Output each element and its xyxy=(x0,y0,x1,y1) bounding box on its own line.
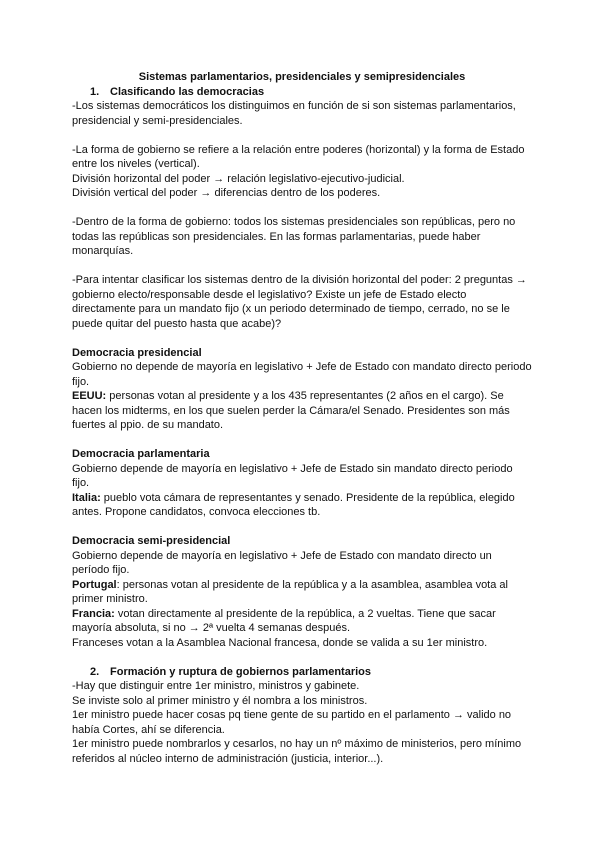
parliamentary-definition: Gobierno depende de mayoría en legislativo + Jefe de Estado sin mandato directo periodo fijo. xyxy=(72,462,513,489)
parliamentary-example-text: pueblo vota cámara de representantes y senado. Presidente de la república, elegido antes. Propone candidatos, convoca elecciones tb. xyxy=(72,491,515,518)
semipresidential-example-2-label: Francia: xyxy=(72,607,115,620)
section-2-line-4: 1er ministro puede nombrarlos y cesarlos, no hay un nº máximo de ministerios, pero mínimo referidos al núcleo interno de administración (justicia, interior...). xyxy=(72,738,522,765)
presidential-definition: Gobierno no depende de mayoría en legislativo + Jefe de Estado con mandato directo periodo fijo. xyxy=(72,361,532,388)
section-2-line-1: -Hay que distinguir entre 1er ministro, ministros y gabinete. xyxy=(72,680,360,692)
section-2-heading xyxy=(72,665,532,680)
parliamentary-heading: Democracia parlamentaria xyxy=(72,448,210,460)
semipresidential-definition: Gobierno depende de mayoría en legislativo + Jefe de Estado con mandato directo un período fijo. xyxy=(72,549,492,576)
semipresidential-example-1-text: : personas votan al presidente de la república y a la asamblea, asamblea vota al primer ministro. xyxy=(72,578,508,605)
presidential-example xyxy=(72,389,532,433)
semipresidential-example-1-label: Portugal xyxy=(72,578,117,591)
section-1-title: Clasificando las democracias xyxy=(110,85,265,98)
document-title: Sistemas parlamentarios, presidenciales y semipresidenciales xyxy=(138,71,466,83)
paragraph-2a: -La forma de gobierno se refiere a la relación entre poderes (horizontal) y la forma de Estado entre los niveles (vertical). xyxy=(72,143,525,170)
paragraph-2c: División vertical del poder → diferencias dentro de los poderes. xyxy=(72,187,381,199)
semipresidential-last-line: Franceses votan a la Asamblea Nacional francesa, donde se valida a su 1er ministro. xyxy=(72,636,488,649)
parliamentary-example xyxy=(72,491,532,520)
semipresidential-heading: Democracia semi-presidencial xyxy=(72,535,231,547)
semipresidential-example-1 xyxy=(72,578,532,607)
parliamentary-example-label: Italia: xyxy=(72,491,101,504)
paragraph-2b: División horizontal del poder → relación legislativo-ejecutivo-judicial. xyxy=(72,172,405,185)
presidential-example-text: personas votan al presidente y a los 435 representantes (2 años en el cargo). Se hacen los midterms, en los que suelen perder la Cámara/el Senado. Presidentes son más fuertes al ppio. de su mandato. xyxy=(72,390,510,431)
section-2-number: 2. xyxy=(90,665,100,678)
presidential-heading: Democracia presidencial xyxy=(72,346,202,359)
paragraph-3: -Dentro de la forma de gobierno: todos los sistemas presidenciales son repúblicas, pero no todas las repúblicas son presidenciales. En las formas parlamentarias, puede haber monarquías. xyxy=(72,216,516,257)
paragraph-4: -Para intentar clasificar los sistemas dentro de la división horizontal del poder: 2 preguntas → gobierno electo/responsable desde el legislativo? Existe un jefe de Estado electo directamente para un mandato fijo (x un periodo determinado de tiempo, cerrado, no se le puede quitar del puesto hasta que acabe)? xyxy=(72,274,527,330)
section-2-title: Formación y ruptura de gobiernos parlamentarios xyxy=(110,665,371,678)
document-page xyxy=(72,70,532,766)
section-1-number: 1. xyxy=(90,85,100,98)
paragraph-1: -Los sistemas democráticos los distinguimos en función de si son sistemas parlamentarios, presidencial y semi-presidenciales. xyxy=(72,100,516,127)
section-1-heading xyxy=(72,85,532,100)
section-2-line-3: 1er ministro puede hacer cosas pq tiene gente de su partido en el parlamento → valido no había Cortes, ahí se diferencia. xyxy=(72,709,512,736)
section-2-line-2: Se inviste solo al primer ministro y él nombra a los ministros. xyxy=(72,694,368,707)
semipresidential-example-2 xyxy=(72,607,532,636)
presidential-example-label: EEUU: xyxy=(72,390,107,402)
semipresidential-example-2-text: votan directamente al presidente de la república, a 2 vueltas. Tiene que sacar mayoría absoluta, si no → 2ª vuelta 4 semanas después. xyxy=(72,607,496,634)
